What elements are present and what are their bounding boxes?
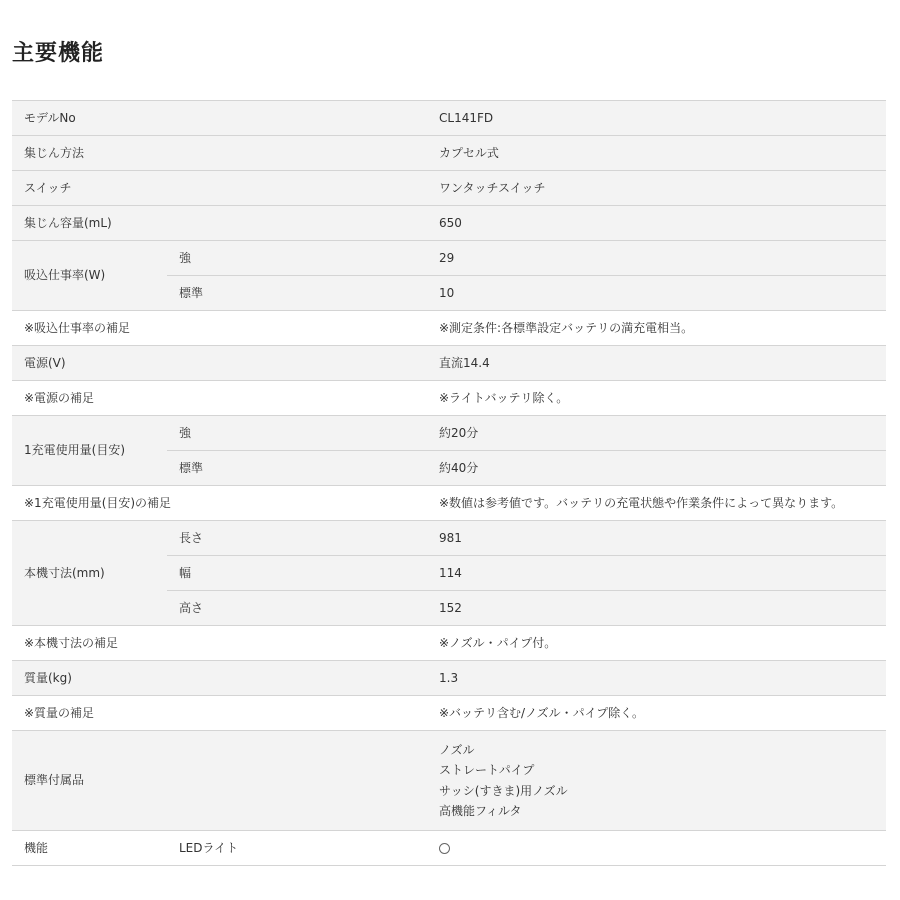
spec-label: 標準付属品 — [12, 731, 427, 831]
table-row-capacity — [12, 206, 886, 241]
spec-label: 集じん方法 — [12, 136, 427, 171]
spec-sublabel: 高さ — [167, 591, 427, 626]
accessory-list — [427, 731, 886, 831]
spec-label: 集じん容量(mL) — [12, 206, 427, 241]
spec-label: スイッチ — [12, 171, 427, 206]
spec-value: 1.3 — [427, 661, 886, 696]
spec-value: 約40分 — [427, 451, 886, 486]
list-item: 高機能フィルタ — [439, 804, 522, 818]
table-row-features — [12, 831, 886, 866]
spec-label: 機能 — [12, 831, 167, 866]
spec-value: 152 — [427, 591, 886, 626]
spec-sublabel: 強 — [167, 416, 427, 451]
page-title: 主要機能 — [12, 41, 105, 66]
spec-value: 直流14.4 — [427, 346, 886, 381]
spec-label: 電源(V) — [12, 346, 427, 381]
spec-sublabel: 長さ — [167, 521, 427, 556]
spec-label: ※吸込仕事率の補足 — [12, 311, 427, 346]
table-row-dimensions-length — [12, 521, 886, 556]
table-row-switch — [12, 171, 886, 206]
spec-label: ※1充電使用量(目安)の補足 — [12, 486, 427, 521]
spec-label: ※質量の補足 — [12, 696, 427, 731]
table-row-suction-note — [12, 311, 886, 346]
spec-table — [12, 100, 886, 866]
table-row-dimensions-note — [12, 626, 886, 661]
table-row-power-note — [12, 381, 886, 416]
table-row-runtime-note — [12, 486, 886, 521]
circle-mark-icon — [439, 843, 450, 854]
spec-value: ※測定条件:各標準設定バッテリの満充電相当。 — [427, 311, 886, 346]
table-row-accessories — [12, 731, 886, 831]
spec-value: 約20分 — [427, 416, 886, 451]
spec-value: 650 — [427, 206, 886, 241]
spec-label: モデルNo — [12, 101, 427, 136]
spec-value — [427, 831, 886, 866]
table-row-suction-strong — [12, 241, 886, 276]
list-item: ノズル — [439, 742, 475, 757]
spec-label: ※電源の補足 — [12, 381, 427, 416]
spec-sublabel: 強 — [167, 241, 427, 276]
list-item: ストレートパイプ — [439, 763, 535, 777]
spec-value: 114 — [427, 556, 886, 591]
list-item: サッシ(すきま)用ノズル — [439, 783, 568, 798]
table-row-mass-note — [12, 696, 886, 731]
spec-sublabel: 標準 — [167, 451, 427, 486]
spec-value: 981 — [427, 521, 886, 556]
spec-value: ※ライトバッテリ除く。 — [427, 381, 886, 416]
table-row-model — [12, 101, 886, 136]
table-row-runtime-strong — [12, 416, 886, 451]
table-row-mass — [12, 661, 886, 696]
spec-value: CL141FD — [427, 101, 886, 136]
spec-label: 1充電使用量(目安) — [12, 416, 167, 486]
spec-label: 吸込仕事率(W) — [12, 241, 167, 311]
spec-value: ※バッテリ含む/ノズル・パイプ除く。 — [427, 696, 886, 731]
spec-value: ※数値は参考値です。バッテリの充電状態や作業条件によって異なります。 — [427, 486, 886, 521]
spec-label: 質量(kg) — [12, 661, 427, 696]
spec-sublabel: 幅 — [167, 556, 427, 591]
spec-value: 10 — [427, 276, 886, 311]
spec-label: ※本機寸法の補足 — [12, 626, 427, 661]
spec-value: ワンタッチスイッチ — [427, 171, 886, 206]
spec-value: カプセル式 — [427, 136, 886, 171]
spec-label: 本機寸法(mm) — [12, 521, 167, 626]
spec-value: ※ノズル・パイプ付。 — [427, 626, 886, 661]
table-row-power — [12, 346, 886, 381]
table-row-collection — [12, 136, 886, 171]
spec-sublabel: 標準 — [167, 276, 427, 311]
spec-value: 29 — [427, 241, 886, 276]
spec-sublabel: LEDライト — [167, 831, 427, 866]
